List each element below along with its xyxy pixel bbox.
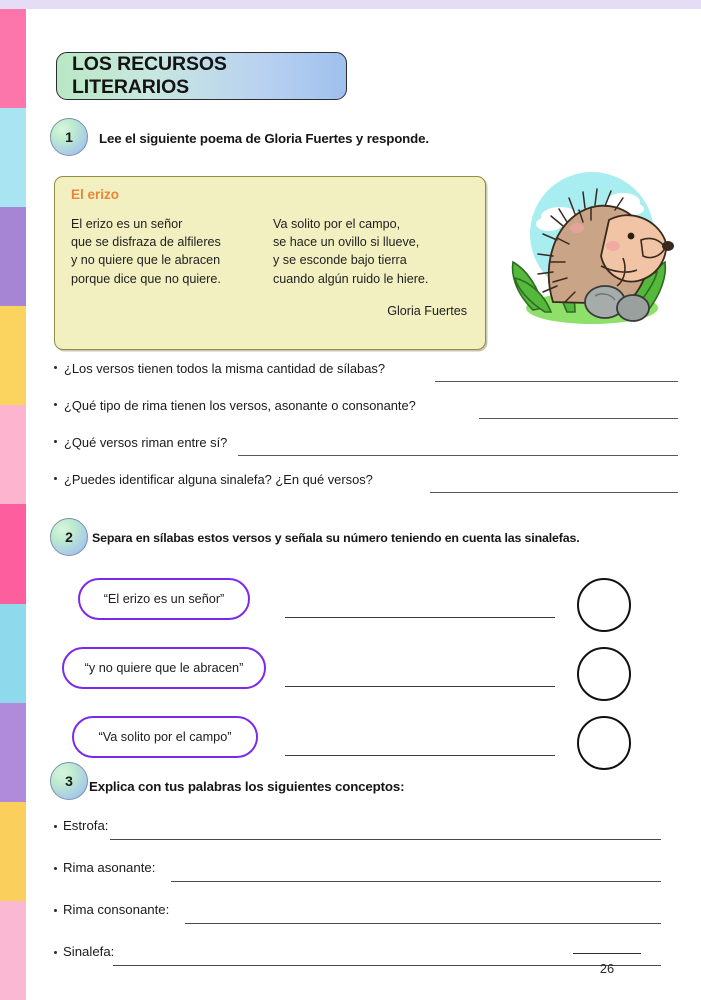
syllable-count-circle[interactable] <box>577 647 631 701</box>
verse-pill <box>72 716 258 758</box>
question-row <box>50 398 690 420</box>
poem-line: y no quiere que le abracen <box>71 253 221 268</box>
exercise-number-3: 3 <box>50 762 88 800</box>
poem-author: Gloria Fuertes <box>387 304 467 318</box>
bullet-dot <box>54 909 57 912</box>
bullet-dot <box>54 951 57 954</box>
page-number: 26 <box>599 961 615 976</box>
page-title: LOS RECURSOS LITERARIOS <box>72 53 227 98</box>
verse-text: “Va solito por el campo” <box>98 730 232 744</box>
exercise-number-2: 2 <box>50 518 88 556</box>
question-text: ¿Qué versos riman entre sí? <box>64 435 228 450</box>
syllable-answer-line[interactable] <box>285 617 555 618</box>
poem-line: se hace un ovillo si llueve, <box>273 235 420 250</box>
answer-line[interactable] <box>479 418 678 419</box>
syllable-count-circle[interactable] <box>577 716 631 770</box>
color-block-1 <box>0 9 26 108</box>
color-block-10 <box>0 901 26 1000</box>
color-block-9 <box>0 802 26 901</box>
color-block-3 <box>0 207 26 306</box>
poem-card <box>54 176 486 350</box>
question-text: ¿Puedes identificar alguna sinalefa? ¿En qué versos? <box>64 472 373 487</box>
syllable-count-circle[interactable] <box>577 578 631 632</box>
poem-line: El erizo es un señor <box>71 217 183 231</box>
bullet-dot <box>54 477 57 480</box>
poem-line: que se disfraza de alfileres <box>71 235 221 250</box>
bullet-dot <box>54 403 57 406</box>
poem-title: El erizo <box>71 187 120 202</box>
poem-line: cuando algún ruido le hiere. <box>273 271 429 286</box>
verse-text: “El erizo es un señor” <box>103 592 225 606</box>
concept-row <box>50 818 690 842</box>
concept-answer-line[interactable] <box>110 839 661 840</box>
question-row <box>50 361 690 383</box>
color-block-6 <box>0 504 26 603</box>
question-row <box>50 472 690 494</box>
color-block-2 <box>0 108 26 207</box>
question-row <box>50 435 690 457</box>
poem-column-right <box>273 215 475 288</box>
poem-line: porque dice que no quiere. <box>71 271 221 286</box>
exercise-2-instruction: Separa en sílabas estos versos y señala su número teniendo en cuenta las sinalefas. <box>92 531 580 545</box>
poem-column-left <box>71 215 273 288</box>
answer-line[interactable] <box>430 492 678 493</box>
color-block-8 <box>0 703 26 802</box>
bullet-dot <box>54 440 57 443</box>
poem-columns <box>71 215 475 288</box>
concept-answer-line[interactable] <box>185 923 661 924</box>
concept-label: Rima consonante: <box>63 902 170 917</box>
verse-pill <box>78 578 250 620</box>
poem-line: y se esconde bajo tierra <box>273 253 407 268</box>
hedgehog-illustration <box>505 162 680 337</box>
concept-label: Rima asonante: <box>63 860 156 875</box>
answer-line[interactable] <box>435 381 678 382</box>
color-block-5 <box>0 405 26 504</box>
verse-pill <box>62 647 266 689</box>
concept-row <box>50 860 690 884</box>
concept-label: Estrofa: <box>63 818 109 833</box>
syllable-answer-line[interactable] <box>285 686 555 687</box>
concept-row <box>50 902 690 926</box>
exercise-number-1: 1 <box>50 118 88 156</box>
question-text: ¿Qué tipo de rima tienen los versos, asonante o consonante? <box>64 398 416 413</box>
content-column <box>50 0 690 1000</box>
worksheet-title-banner <box>56 52 347 100</box>
verse-row <box>50 578 690 630</box>
exercise-3-instruction: Explica con tus palabras los siguientes conceptos: <box>89 779 405 794</box>
exercise-1-instruction: Lee el siguiente poema de Gloria Fuertes y responde. <box>99 131 429 146</box>
bullet-dot <box>54 366 57 369</box>
question-text: ¿Los versos tienen todos la misma cantidad de sílabas? <box>64 361 386 376</box>
verse-row <box>50 647 690 699</box>
verse-text: “y no quiere que le abracen” <box>84 661 244 675</box>
bullet-dot <box>54 825 57 828</box>
concept-label: Sinalefa: <box>63 944 115 959</box>
left-color-strip <box>0 9 26 1000</box>
syllable-answer-line[interactable] <box>285 755 555 756</box>
footer-rule <box>573 953 641 954</box>
answer-line[interactable] <box>238 455 678 456</box>
bullet-dot <box>54 867 57 870</box>
color-block-7 <box>0 604 26 703</box>
poem-line: Va solito por el campo, <box>273 217 401 231</box>
concept-answer-line[interactable] <box>171 881 661 882</box>
color-block-4 <box>0 306 26 405</box>
verse-row <box>50 716 690 768</box>
